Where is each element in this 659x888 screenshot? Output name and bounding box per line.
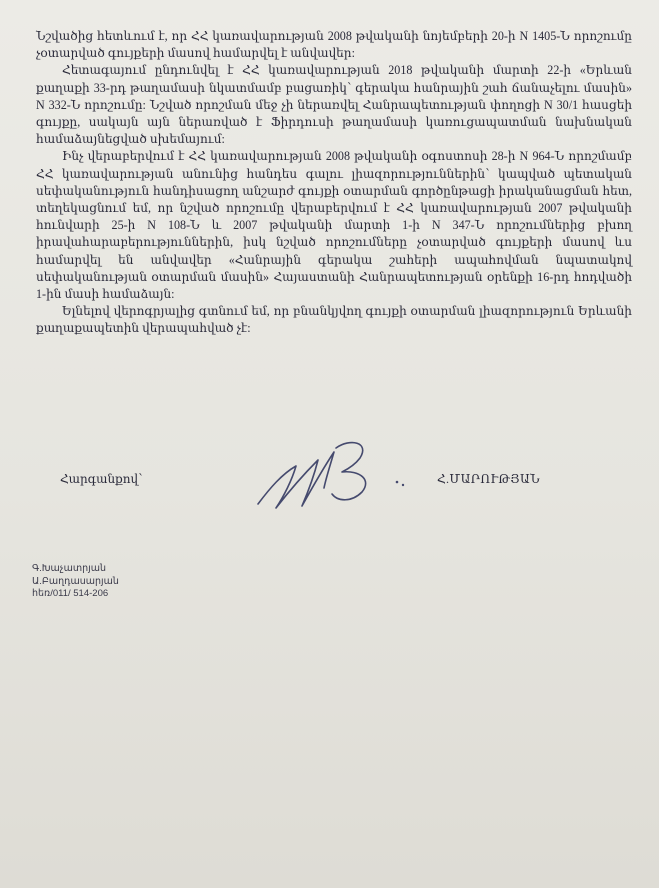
paragraph-3: Ինչ վերաբերվում է ՀՀ կառավարության 2008 թվականի օգոստոսի 28-ի N 964-Ն որոշմամբ ՀՀ կառավարության անունից հանդես գալու լիազորություններին՝ կապված պետական սեփականություն հանդիսացող անշարժ գույքի օտարման գործընթացի իրականացման հետ, տեղեկացնում եմ, որ նշված որոշումը վերաբերվում է ՀՀ կառավարության 2007 թվականի հունվարի 25-ի N 108-Ն և 2007 թվականի մարտի 1-ի N 347-Ն որոշումներից բխող իրավահարաբերություններին, իսկ նշված որոշումները չօտարված գույքերի մասով ևս համարվել են անվավեր «Հանրային գերակա շահերի ապահովման նպատակով սեփականության օտարման մասին» Հայաստանի Հանրապետության օրենքի 16-րդ հոդվածի 1-ին մասի համաձայն: bbox=[36, 149, 632, 302]
paragraph-2: Հետագայում ընդունվել է ՀՀ կառավարության 2018 թվականի մարտի 22-ի «Երևան քաղաքի 33-րդ թաղամասի նկատմամբ բացառիկ՝ գերակա հանրային շահ ճանաչելու մասին» N 332-Ն որոշումը: Նշված որոշման մեջ չի ներառվել Հանրապետության փողոցի N 30/1 հասցեի գույքը, սակայն այն ներառված է Ֆիրդուսի թաղամասի կառուցապատման նախնական համաձայնեցված սխեմայում: bbox=[36, 63, 632, 147]
paragraph-4: Ելնելով վերոգրյալից գտնում եմ, որ բնանկյվող գույքի օտարման լիազորություն Երևանի քաղաքապետին վերապահված չէ: bbox=[36, 304, 632, 336]
paragraph-1: Նշվածից հետևում է, որ ՀՀ կառավարության 2008 թվականի նոյեմբերի 20-ի N 1405-Ն որոշումը չօտարված գույքերի մասով համարվել է անվավեր: bbox=[36, 29, 632, 61]
closing-phrase: Հարգանքով՝ bbox=[60, 472, 143, 486]
footer-line-executor-2: Ա.Բաղդասարյան bbox=[32, 575, 119, 587]
footer-line-phone: հեռ/011/ 514-206 bbox=[32, 588, 109, 599]
signature-block bbox=[0, 430, 659, 520]
footer-line-executor-1: Գ.Խաչատրյան bbox=[32, 563, 107, 574]
footer-contacts bbox=[32, 563, 119, 601]
handwritten-signature bbox=[252, 430, 412, 514]
letter-body bbox=[36, 28, 632, 338]
signer-name: Հ.ՄԱՐՈՒԹՅԱՆ bbox=[437, 472, 541, 486]
